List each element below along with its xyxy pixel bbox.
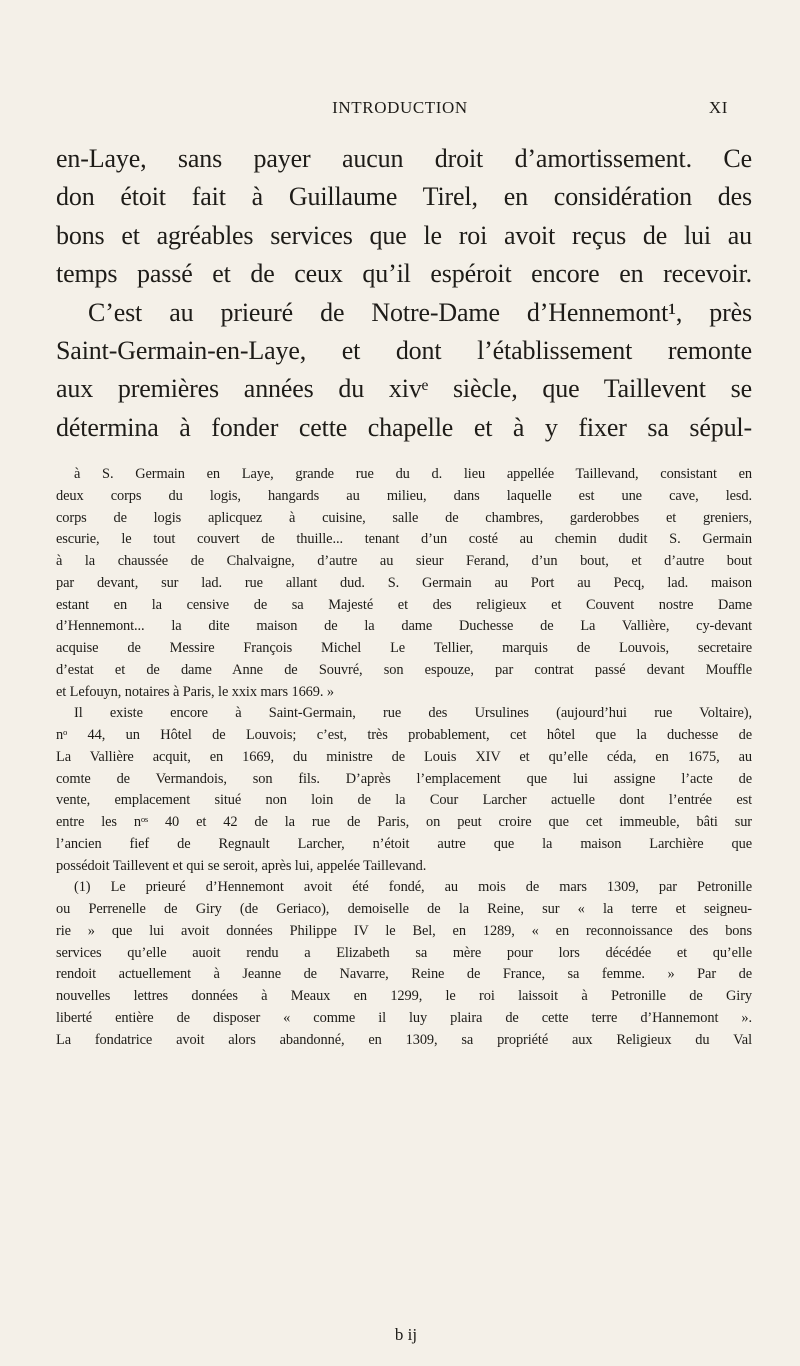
page-number: XI — [708, 98, 728, 117]
footnote-line: corps de logis aplicquez à cuisine, salle de chambres, garderobbes et greniers, — [56, 509, 752, 526]
main-text-line: détermina à fonder cette chapelle et à y fixer sa sépul- — [56, 412, 752, 442]
footnote-line: entre les nᵒˢ 40 et 42 de la rue de Paris, on peut croire que cet immeuble, bâti sur — [56, 814, 752, 830]
footnote-line: vente, emplacement situé non loin de la Cour Larcher actuelle dont l’entrée est — [56, 792, 752, 809]
footnote-line: possédoit Taillevent et qui se seroit, après lui, appelée Taillevand. — [56, 857, 427, 874]
footnotes — [56, 464, 752, 1051]
main-text-line: aux premières années du xivᵉ siècle, que Taillevent se — [56, 374, 752, 404]
footnote-line: à S. Germain en Laye, grande rue du d. lieu appellée Taillevand, consistant en — [74, 466, 752, 482]
footnote-line: La Vallière acquit, en 1669, du ministre de Louis XIV et qu’elle céda, en 1675, au — [56, 748, 752, 765]
signature-mark: b ij — [394, 1325, 418, 1344]
footnote-line: rendoit actuellement à Jeanne de Navarre, Reine de France, sa femme. » Par de — [56, 966, 752, 983]
footnote-line: Il existe encore à Saint-Germain, rue des Ursulines (aujourd’hui rue Voltaire), — [74, 705, 752, 722]
main-text-line: C’est au prieuré de Notre-Dame d’Hennemont¹, près — [88, 297, 752, 327]
main-text-line: don étoit fait à Guillaume Tirel, en considération des — [56, 182, 752, 212]
footnote-line: comte de Vermandois, son fils. D’après l’emplacement que lui assigne l’acte de — [56, 770, 752, 787]
footnote-line: deux corps du logis, hangards au milieu, dans laquelle est une cave, lesd. — [56, 487, 752, 504]
footnote-line: nouvelles lettres données à Meaux en 1299, le roi laissoit à Petronille de Giry — [56, 988, 752, 1004]
footnote-line: liberté entière de disposer « comme il luy plaira de cette terre d’Hannemont ». — [56, 1009, 752, 1026]
main-text-line: en-Laye, sans payer aucun droit d’amortissement. Ce — [56, 144, 752, 173]
running-title: INTRODUCTION — [332, 98, 468, 117]
footnote-line: par devant, sur lad. rue allant dud. S. Germain au Port au Pecq, lad. maison — [56, 574, 752, 591]
footnote-line: acquise de Messire François Michel Le Tellier, marquis de Louvois, secretaire — [56, 640, 752, 656]
footnote-line: estant en la censive de sa Majesté et des religieux et Couvent nostre Dame — [56, 596, 752, 613]
footnote-line: d’estat et de dame Anne de Souvré, son espouze, par contrat passé devant Mouffle — [56, 661, 752, 678]
running-head — [56, 96, 744, 120]
footnote-line: services qu’elle auoit rendu a Elizabeth sa mère pour lors décédée et qu’elle — [56, 944, 752, 961]
footnote-line: ou Perrenelle de Giry (de Geriaco), demoiselle de la Reine, sur « la terre et seigneu- — [56, 901, 752, 917]
footnote-line: escurie, le tout couvert de thuille... tenant d’un costé au chemin dudit S. Germain — [56, 531, 752, 548]
footnote-line: l’ancien fief de Regnault Larcher, n’étoit autre que la maison Larchière que — [56, 835, 752, 852]
footnote-line: (1) Le prieuré d’Hennemont avoit été fondé, au mois de mars 1309, par Petronille — [74, 879, 752, 896]
footnote-line: d’Hennemont... la dite maison de la dame Duchesse de La Vallière, cy-devant — [56, 618, 752, 635]
main-text-line: Saint-Germain-en-Laye, et dont l’établissement remonte — [56, 336, 752, 366]
main-text-line: bons et agréables services que le roi avoit reçus de lui au — [56, 220, 752, 250]
footnote-line: et Lefouyn, notaires à Paris, le xxix mars 1669. » — [56, 683, 334, 700]
footnote-line: rie » que lui avoit données Philippe IV le Bel, en 1289, « en reconnoissance des bons — [56, 922, 752, 939]
main-text — [56, 140, 752, 447]
footnote-line: à la chaussée de Chalvaigne, d’autre au sieur Ferand, d’un bout, et d’autre bout — [56, 553, 752, 569]
main-text-line: temps passé et de ceux qu’il espéroit encore en recevoir. — [56, 259, 752, 289]
footnote-line: nᵒ 44, un Hôtel de Louvois; c’est, très probablement, cet hôtel que la duchesse de — [56, 727, 752, 743]
footnote-line: La fondatrice avoit alors abandonné, en 1309, sa propriété aux Religieux du Val — [56, 1031, 752, 1048]
